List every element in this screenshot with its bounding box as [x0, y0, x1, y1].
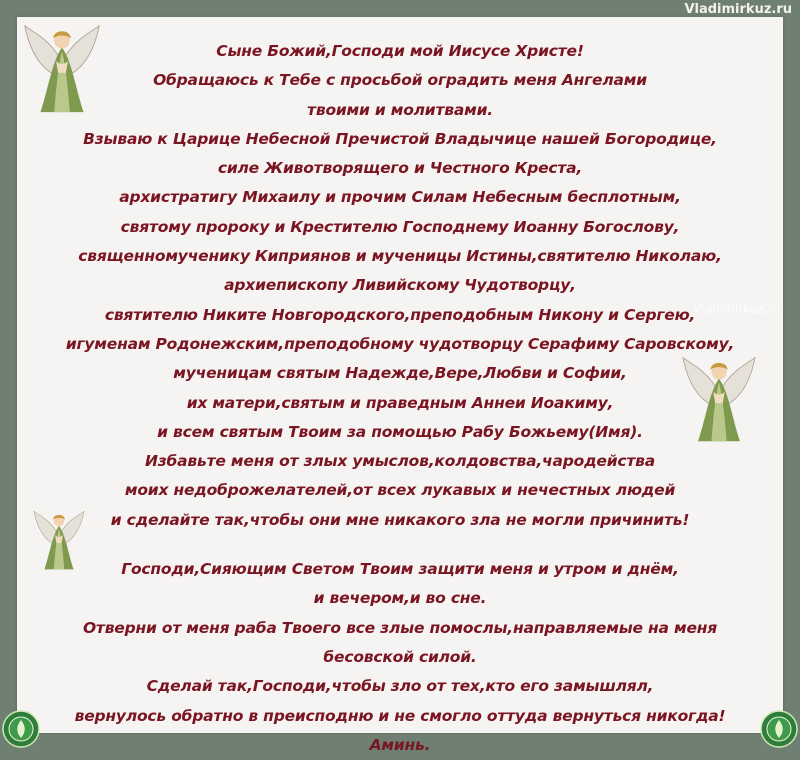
- prayer-line: и сделайте так,чтобы они мне никакого зла не могли причинить!: [110, 510, 690, 529]
- prayer-line: вернулось обратно в преисподню и не смогло оттуда вернуться никогда!: [74, 706, 726, 725]
- prayer-line: Обращаюсь к Тебе с просьбой оградить меня Ангелами: [153, 71, 647, 90]
- paragraph-gap: [17, 535, 783, 555]
- site-watermark: Vladimirkuz.ru: [684, 2, 792, 17]
- angel-icon: [30, 506, 88, 572]
- prayer-line: архиепископу Ливийскому Чудотворцу,: [224, 276, 576, 295]
- faint-watermark: Vladimirkuz.ru: [693, 302, 780, 316]
- prayer-text: [17, 37, 783, 760]
- prayer-line: игуменам Родонежским,преподобному чудотворцу Серафиму Саровскому,: [65, 334, 735, 353]
- angel-icon: [22, 18, 102, 116]
- prayer-line: Господи,Сияющим Светом Твоим защити меня и утром и днём,: [121, 560, 679, 579]
- prayer-line: Взываю к Царице Небесной Пречистой Владычице нашей Богородице,: [83, 129, 717, 148]
- prayer-sheet: [17, 17, 783, 754]
- prayer-line: бесовской силой.: [323, 647, 477, 666]
- prayer-line: и вечером,и во сне.: [313, 589, 487, 608]
- prayer-line: Сыне Божий,Господи мой Иисусе Христе!: [216, 42, 584, 60]
- prayer-line: их матери,святым и праведным Аннеи Иоакиму,: [186, 393, 614, 412]
- prayer-line: священномученику Киприянов и мученицы Истины,святителю Николаю,: [78, 247, 722, 266]
- prayer-line: Избавьте меня от злых умыслов,колдовства,чародейства: [144, 452, 656, 471]
- seal-logo-icon: [760, 710, 798, 748]
- prayer-line: мученицам святым Надежде,Вере,Любви и Софии,: [173, 364, 627, 383]
- prayer-line: Сделай так,Господи,чтобы зло от тех,кто его замышлял,: [146, 677, 654, 696]
- prayer-line: силе Животворящего и Честного Креста,: [217, 159, 583, 178]
- prayer-line: Аминь.: [369, 735, 431, 754]
- prayer-line: Отверни от меня раба Твоего все злые помослы,направляемые на меня: [82, 618, 718, 637]
- prayer-line: святителю Никите Новгородского,преподобным Никону и Сергею,: [104, 305, 696, 324]
- angel-icon: [676, 350, 762, 445]
- prayer-line: моих недоброжелателей,от всех лукавых и нечестных людей: [124, 481, 676, 500]
- prayer-part-1: [17, 37, 783, 535]
- prayer-line: архистратигу Михаилу и прочим Силам Небесным бесплотным,: [119, 188, 681, 207]
- prayer-part-2: [17, 555, 783, 760]
- prayer-line: и всем святым Твоим за помощью Рабу Божьему(Имя).: [157, 422, 643, 441]
- prayer-line: святому пророку и Крестителю Господнему Иоанну Богослову,: [120, 217, 680, 236]
- seal-logo-icon: [2, 710, 40, 748]
- prayer-line: твоими и молитвами.: [307, 100, 493, 119]
